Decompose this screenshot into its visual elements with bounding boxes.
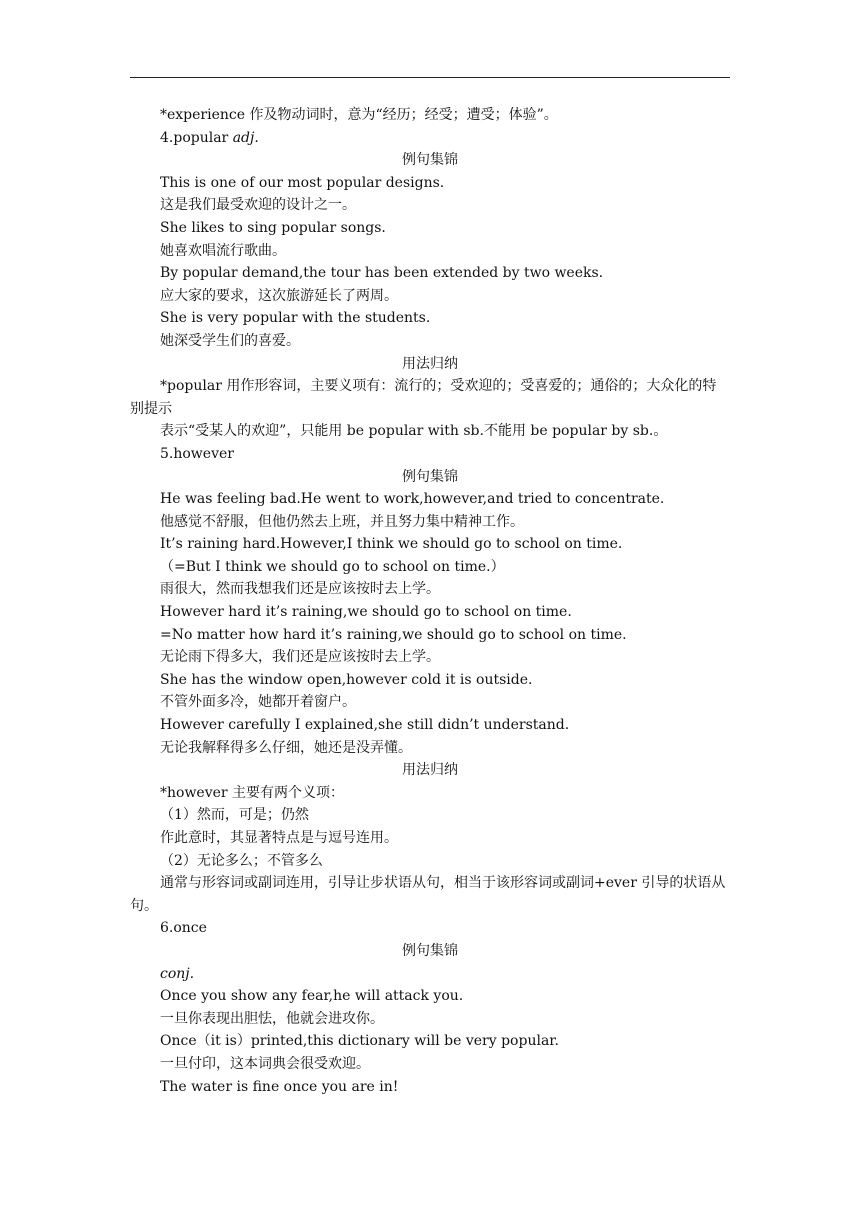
text-line bbox=[130, 827, 730, 850]
line-text: 4.popular bbox=[160, 129, 233, 146]
line-text: 例句集锦 bbox=[402, 468, 458, 485]
line-text: 6.once bbox=[160, 920, 207, 937]
line-text: She has the window open,however cold it is outside. bbox=[160, 671, 533, 688]
line-text: 用法归纳 bbox=[402, 355, 458, 372]
text-line bbox=[130, 285, 730, 308]
line-text: 表示“受某人的欢迎”，只能用 be popular with sb.不能用 be popular by sb.。 bbox=[160, 423, 668, 440]
text-line bbox=[130, 804, 730, 827]
section-heading bbox=[130, 353, 730, 376]
line-text: 不管外面多冷，她都开着窗户。 bbox=[160, 694, 356, 711]
line-text: 一旦你表现出胆怯，他就会进攻你。 bbox=[160, 1010, 384, 1027]
line-text: （2）无论多么；不管多么 bbox=[160, 852, 323, 869]
text-line bbox=[130, 624, 730, 647]
text-line bbox=[130, 578, 730, 601]
text-line bbox=[130, 556, 730, 579]
text-line bbox=[130, 872, 730, 917]
text-line bbox=[130, 1030, 730, 1053]
text-line bbox=[130, 850, 730, 873]
line-text: 例句集锦 bbox=[402, 942, 458, 959]
line-text: She likes to sing popular songs. bbox=[160, 219, 386, 236]
section-heading bbox=[130, 466, 730, 489]
line-text: 应大家的要求，这次旅游延长了两周。 bbox=[160, 287, 398, 304]
text-line bbox=[130, 420, 730, 443]
line-text: 一旦付印，这本词典会很受欢迎。 bbox=[160, 1055, 370, 1072]
line-text: Once you show any fear,he will attack you. bbox=[160, 988, 464, 1005]
entry-heading bbox=[130, 443, 730, 466]
document-body bbox=[130, 104, 730, 1098]
line-text: 通常与形容词或副词连用，引导让步状语从句，相当于该形容词或副词+ever 引导的状语从句。 bbox=[130, 875, 726, 914]
text-line bbox=[130, 307, 730, 330]
line-text: 无论雨下得多大，我们还是应该按时去上学。 bbox=[160, 649, 440, 666]
line-text: 雨很大，然而我想我们还是应该按时去上学。 bbox=[160, 581, 440, 598]
line-text: He was feeling bad.He went to work,however,and tried to concentrate. bbox=[160, 491, 665, 508]
text-line bbox=[130, 691, 730, 714]
line-text: 这是我们最受欢迎的设计之一。 bbox=[160, 197, 356, 214]
line-text: 5.however bbox=[160, 445, 234, 462]
line-text: *however 主要有两个义项： bbox=[160, 784, 345, 801]
text-line bbox=[130, 1076, 730, 1099]
line-text: It’s raining hard.However,I think we should go to school on time. bbox=[160, 536, 623, 553]
part-of-speech: conj. bbox=[160, 965, 195, 982]
part-of-speech: adj. bbox=[232, 129, 259, 146]
section-heading bbox=[130, 149, 730, 172]
text-line bbox=[130, 330, 730, 353]
text-line bbox=[130, 737, 730, 760]
entry-heading bbox=[130, 917, 730, 940]
line-text: 作此意时，其显著特点是与逗号连用。 bbox=[160, 830, 398, 846]
line-text: =No matter how hard it’s raining,we should go to school on time. bbox=[160, 626, 627, 643]
line-text: The water is fine once you are in! bbox=[160, 1078, 399, 1095]
line-text: （1）然而，可是；仍然 bbox=[160, 807, 309, 824]
line-text: *experience 作及物动词时，意为“经历；经受；遭受；体验”。 bbox=[160, 107, 558, 123]
line-text: *popular 用作形容词，主要义项有：流行的；受欢迎的；受喜爱的；通俗的；大众化的特别提示 bbox=[130, 378, 717, 417]
line-text: 她喜欢唱流行歌曲。 bbox=[160, 242, 286, 259]
text-line bbox=[130, 533, 730, 556]
line-text: 她深受学生们的喜爱。 bbox=[160, 332, 300, 349]
text-line bbox=[130, 240, 730, 263]
line-text: 例句集锦 bbox=[402, 152, 458, 169]
text-line bbox=[130, 601, 730, 624]
line-text: Once（it is）printed,this dictionary will be very popular. bbox=[160, 1033, 559, 1050]
text-line bbox=[130, 375, 730, 420]
line-text: By popular demand,the tour has been extended by two weeks. bbox=[160, 265, 604, 282]
line-text: However hard it’s raining,we should go to school on time. bbox=[160, 604, 572, 621]
section-heading bbox=[130, 759, 730, 782]
header-rule bbox=[130, 77, 730, 78]
text-line bbox=[130, 172, 730, 195]
line-text: However carefully I explained,she still didn’t understand. bbox=[160, 717, 570, 734]
line-text: She is very popular with the students. bbox=[160, 310, 431, 327]
line-text: （=But I think we should go to school on time.） bbox=[160, 558, 505, 575]
text-line bbox=[130, 646, 730, 669]
entry-heading bbox=[130, 127, 730, 150]
line-text: 用法归纳 bbox=[402, 762, 458, 779]
text-line bbox=[130, 1053, 730, 1076]
line-text: 他感觉不舒服，但他仍然去上班，并且努力集中精神工作。 bbox=[160, 513, 524, 530]
text-line bbox=[130, 782, 730, 805]
text-line bbox=[130, 194, 730, 217]
text-line bbox=[130, 488, 730, 511]
text-line bbox=[130, 511, 730, 534]
section-heading bbox=[130, 940, 730, 963]
text-line bbox=[130, 963, 730, 986]
text-line bbox=[130, 262, 730, 285]
line-text: 无论我解释得多么仔细，她还是没弄懂。 bbox=[160, 739, 412, 756]
line-text: This is one of our most popular designs. bbox=[160, 174, 445, 191]
text-line bbox=[130, 985, 730, 1008]
text-line bbox=[130, 217, 730, 240]
text-line bbox=[130, 669, 730, 692]
text-line bbox=[130, 714, 730, 737]
text-line bbox=[130, 104, 730, 127]
text-line bbox=[130, 1008, 730, 1031]
